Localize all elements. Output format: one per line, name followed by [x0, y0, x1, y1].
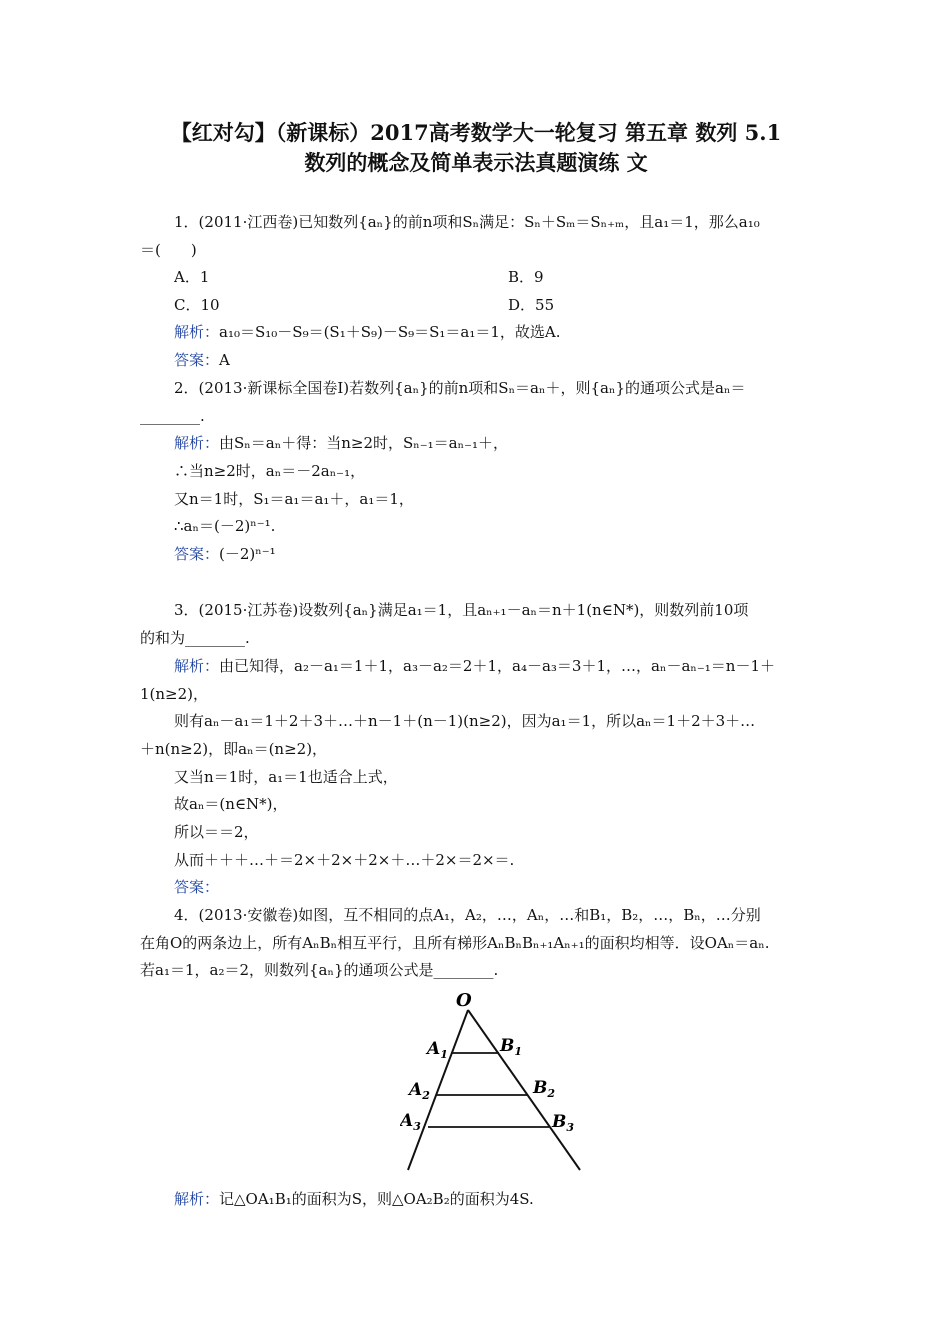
analysis-label: 解析：: [174, 323, 220, 341]
q1-option-a: A．1: [174, 268, 210, 286]
q3-analysis-line-2: 1(n≥2)，: [140, 685, 209, 703]
q1-stem-line-2: ＝( ): [140, 241, 197, 259]
q1-analysis-text: a₁₀＝S₁₀－S₉＝(S₁＋S₉)－S₉＝S₁＝a₁＝1，故选A.: [219, 323, 561, 341]
analysis-label: 解析：: [174, 1190, 220, 1208]
point-a1-label: $A_1$: [427, 1039, 448, 1061]
q1-answer: [174, 350, 230, 370]
analysis-label: 解析：: [174, 434, 220, 452]
q3-analysis-line-5: 又当n＝1时，a₁＝1也适合上式，: [174, 768, 398, 786]
q4-stem-line-2: 在角O的两条边上，所有AₙBₙ相互平行，且所有梯形AₙBₙBₙ₊₁Aₙ₊₁的面积均相等．设OAₙ＝aₙ.: [140, 934, 770, 952]
q4-analysis-text: 记△OA₁B₁的面积为S，则△OA₂B₂的面积为4S.: [219, 1190, 534, 1208]
q3-stem-line-1: 3．(2015·江苏卷)设数列{aₙ}满足a₁＝1，且aₙ₊₁－aₙ＝n＋1(n∈N*)，则数列前10项: [174, 601, 749, 619]
answer-label: 答案：: [174, 545, 220, 563]
answer-label: 答案：: [174, 878, 220, 896]
q3-analysis-line-6: 故aₙ＝(n∈N*)，: [174, 795, 288, 813]
q3-analysis-text-1: 由已知得，a₂－a₁＝1＋1，a₃－a₂＝2＋1，a₄－a₃＝3＋1，…，aₙ－aₙ₋₁＝n－1＋: [219, 657, 776, 675]
q1-option-b: B．9: [508, 268, 544, 286]
q2-stem-line-2: ________.: [140, 407, 205, 425]
q3-stem-line-2: 的和为________.: [140, 629, 250, 647]
point-a2-label: $A_2$: [409, 1080, 430, 1102]
q4-analysis: [174, 1189, 534, 1209]
analysis-label: 解析：: [174, 657, 220, 675]
q1-stem-line-1: 1．(2011·江西卷)已知数列{aₙ}的前n项和Sₙ满足：Sₙ＋Sₘ＝Sₙ₊ₘ，且a₁＝1，那么a₁₀: [174, 213, 760, 231]
q1-option-d: D．55: [508, 296, 555, 314]
q3-analysis-line-1: [174, 656, 775, 676]
answer-label: 答案：: [174, 351, 220, 369]
q2-analysis-line-3: 又n＝1时，S₁＝a₁＝a₁＋，a₁＝1，: [174, 490, 414, 508]
title-line-1: 【红对勾】（新课标）2017高考数学大一轮复习 第五章 数列 5.1: [170, 120, 782, 145]
q2-answer-text: (－2)ⁿ⁻¹: [219, 545, 276, 563]
q1-analysis: [174, 322, 561, 342]
q2-answer: [174, 544, 276, 564]
q2-analysis-text-1: 由Sₙ＝aₙ＋得：当n≥2时，Sₙ₋₁＝aₙ₋₁＋，: [219, 434, 509, 452]
point-b1-label: $B_1$: [500, 1036, 523, 1058]
q2-analysis-line-4: ∴aₙ＝(－2)ⁿ⁻¹.: [174, 517, 276, 535]
point-b3-label: $B_3$: [552, 1112, 575, 1134]
q3-analysis-line-7: 所以＝＝2，: [174, 823, 259, 841]
q3-answer: [174, 877, 219, 897]
title-line-2: 数列的概念及简单表示法真题演练 文: [304, 150, 648, 175]
document-title: [120, 118, 832, 178]
q2-analysis-line-2: ∴当n≥2时，aₙ＝－2aₙ₋₁，: [174, 462, 366, 480]
q3-analysis-line-8: 从而＋＋＋…＋＝2×＋2×＋2×＋…＋2×＝2×＝.: [174, 851, 515, 869]
q4-stem-line-3: 若a₁＝1，a₂＝2，则数列{aₙ}的通项公式是________.: [140, 961, 499, 979]
point-b2-label: $B_2$: [533, 1078, 556, 1100]
q2-stem-line-1: 2．(2013·新课标全国卷Ⅰ)若数列{aₙ}的前n项和Sₙ＝aₙ＋，则{aₙ}的通项公式是aₙ＝: [174, 379, 746, 397]
side-ob-line: [468, 1010, 580, 1170]
q1-answer-text: A: [219, 351, 230, 369]
q3-analysis-line-4: ＋n(n≥2)，即aₙ＝(n≥2)，: [140, 740, 328, 758]
q4-stem-line-1: 4．(2013·安徽卷)如图，互不相同的点A₁，A₂，…，Aₙ，…和B₁，B₂，…，Bₙ，…分别: [174, 906, 761, 924]
point-a3-label: $A_3$: [400, 1111, 421, 1133]
q3-analysis-line-3: 则有aₙ－a₁＝1＋2＋3＋…＋n－1＋(n－1)(n≥2)，因为a₁＝1，所以aₙ＝1＋2＋3＋…: [174, 712, 756, 730]
q1-option-c: C．10: [174, 296, 220, 314]
point-o-label: O: [456, 990, 472, 1011]
q2-analysis-line-1: [174, 433, 508, 453]
angle-trapezoid-diagram: [400, 988, 590, 1178]
